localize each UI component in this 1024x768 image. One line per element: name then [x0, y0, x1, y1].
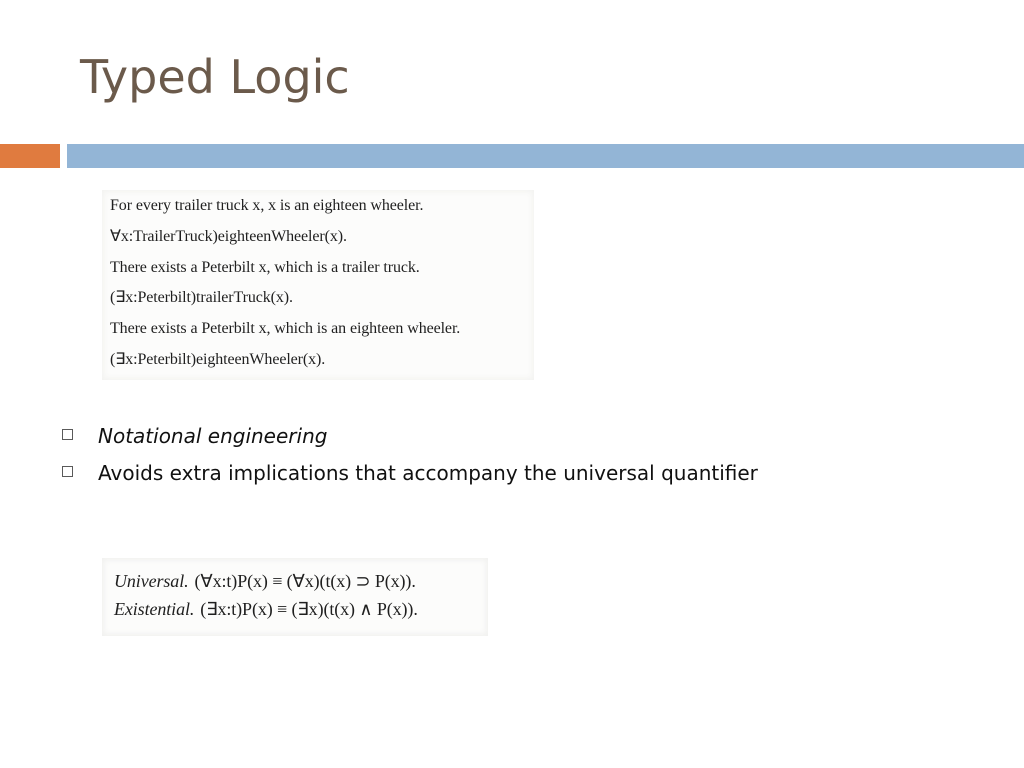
slide-title: Typed Logic — [80, 50, 350, 104]
universal-label: Universal. — [114, 571, 189, 591]
square-bullet-icon — [62, 429, 73, 440]
bullet-item-notational-engineering — [62, 426, 327, 446]
example-line-5: There exists a Peterbilt x, which is an eighteen wheeler. — [110, 320, 461, 337]
existential-formula: (∃x:t)P(x) ≡ (∃x)(t(x) ∧ P(x)). — [200, 599, 418, 619]
existential-rule-line — [114, 600, 418, 618]
bullet-text: Notational engineering — [98, 424, 328, 448]
universal-formula: (∀x:t)P(x) ≡ (∀x)(t(x) ⊃ P(x)). — [194, 571, 416, 591]
accent-bar-orange — [0, 144, 60, 168]
square-bullet-icon — [62, 466, 73, 477]
example-line-6: (∃x:Peterbilt)eighteenWheeler(x). — [110, 351, 326, 368]
existential-label: Existential. — [114, 599, 195, 619]
bullet-item-avoids-implications — [62, 463, 758, 483]
example-line-2: ∀x:TrailerTruck)eighteenWheeler(x). — [110, 228, 347, 245]
example-line-1: For every trailer truck x, x is an eighteen wheeler. — [110, 197, 424, 214]
typed-logic-examples-image — [102, 190, 534, 380]
accent-bar-blue — [67, 144, 1024, 168]
bullet-text: Avoids extra implications that accompany the universal quantifier — [98, 461, 758, 485]
example-line-3: There exists a Peterbilt x, which is a trailer truck. — [110, 259, 420, 276]
quantifier-equivalence-image — [102, 558, 488, 636]
example-line-4: (∃x:Peterbilt)trailerTruck(x). — [110, 289, 293, 306]
universal-rule-line — [114, 572, 416, 590]
